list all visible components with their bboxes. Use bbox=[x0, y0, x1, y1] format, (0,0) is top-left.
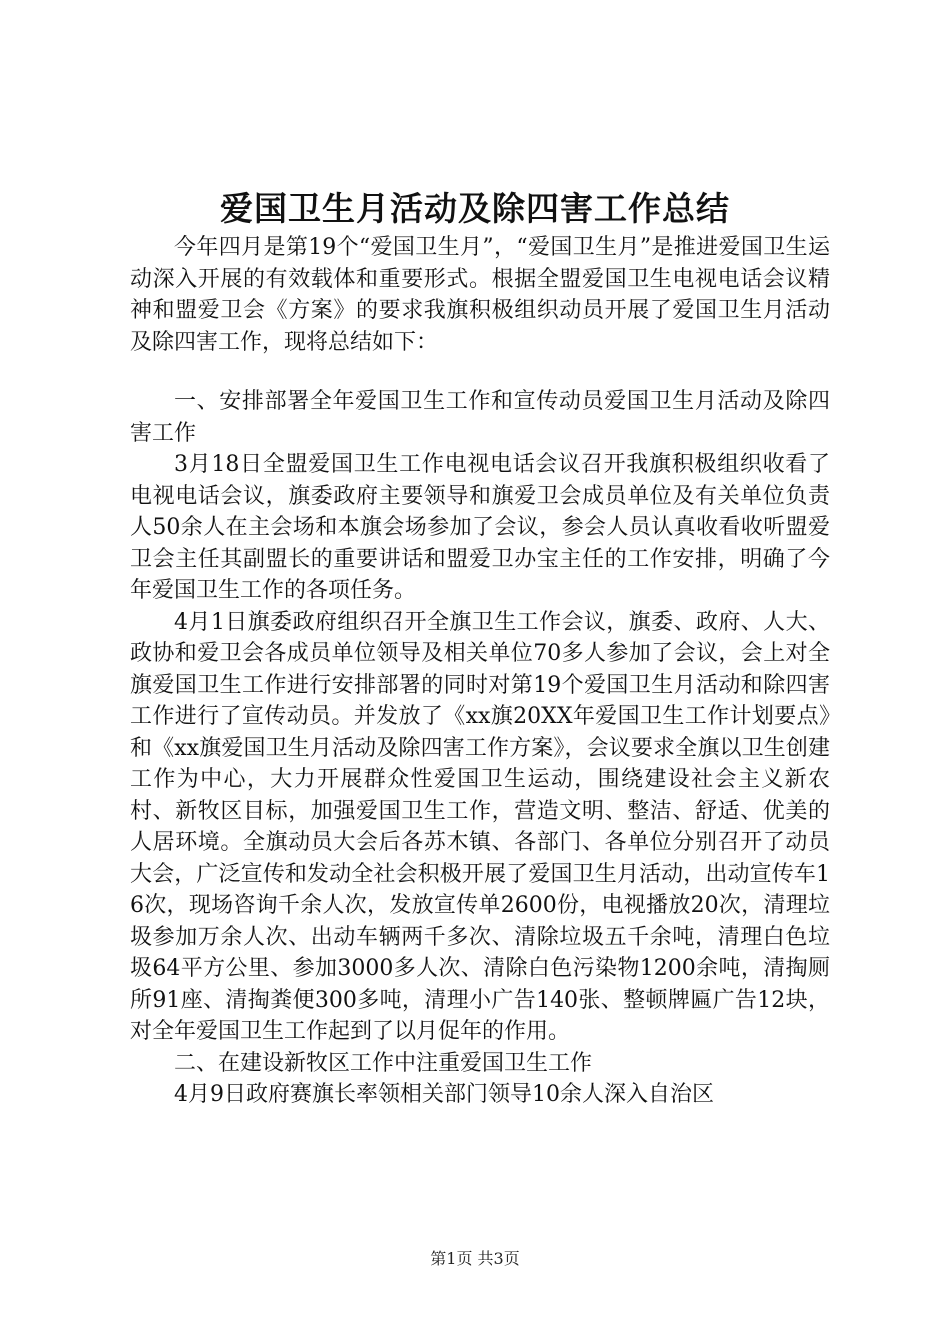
document-body bbox=[130, 232, 830, 1111]
page-footer: 第1页 共3页 bbox=[430, 1249, 520, 1268]
body-paragraph-3: 4月9日政府赛旗长率领相关部门领导10余人深入自治区 bbox=[174, 1082, 714, 1107]
body-paragraph-2: 4月1日旗委政府组织召开全旗卫生工作会议，旗委、政府、人大、政协和爱卫会各成员单位领导及相关单位70多人参加了会议，会上对全旗爱国卫生工作进行安排部署的同时对第19个爱国卫生月活动和除四害工作进行了宣传动员。并发放了《xx旗20XX年爱国卫生工作计划要点》和《xx旗爱国卫生月活动及除四害工作方案》，会议要求全旗以卫生创建工作为中心，大力开展群众性爱国卫生运动，围绕建设社会主义新农村、新牧区目标，加强爱国卫生工作，营造文明、整洁、舒适、优美的人居环境。全旗动员大会后各苏木镇、各部门、各单位分别召开了动员大会，广泛宣传和发动全社会积极开展了爱国卫生月活动，出动宣传车16次，现场咨询千余人次，发放宣传单2600份，电视播放20次，清理垃圾参加万余人次、出动车辆两千多次、清除垃圾五千余吨，清理白色垃圾64平方公里、参加3000多人次、清除白色污染物1200余吨，清掏厕所91座、清掏粪便300多吨，清理小广告140张、整顿牌匾广告12块，对全年爱国卫生工作起到了以月促年的作用。 bbox=[130, 609, 830, 1044]
section-heading-2: 二、在建设新牧区工作中注重爱国卫生工作 bbox=[174, 1050, 593, 1076]
intro-paragraph: 今年四月是第19个“爱国卫生月”，“爱国卫生月”是推进爱国卫生运动深入开展的有效载体和重要形式。根据全盟爱国卫生电视电话会议精神和盟爱卫会《方案》的要求我旗积极组织动员开展了爱国卫生月活动及除四害工作，现将总结如下： bbox=[130, 235, 830, 355]
document-title: 爱国卫生月活动及除四害工作总结 bbox=[220, 189, 730, 228]
section-heading-1: 一、安排部署全年爱国卫生工作和宣传动员爱国卫生月活动及除四害工作 bbox=[130, 389, 830, 446]
paragraph-spacer bbox=[130, 358, 830, 386]
body-paragraph-1: 3月18日全盟爱国卫生工作电视电话会议召开我旗积极组织收看了电视电话会议，旗委政府主要领导和旗爱卫会成员单位及有关单位负责人50余人在主会场和本旗会场参加了会议，参会人员认真收看收听盟爱卫会主任其副盟长的重要讲话和盟爱卫办宝主任的工作安排，明确了今年爱国卫生工作的各项任务。 bbox=[130, 452, 830, 603]
